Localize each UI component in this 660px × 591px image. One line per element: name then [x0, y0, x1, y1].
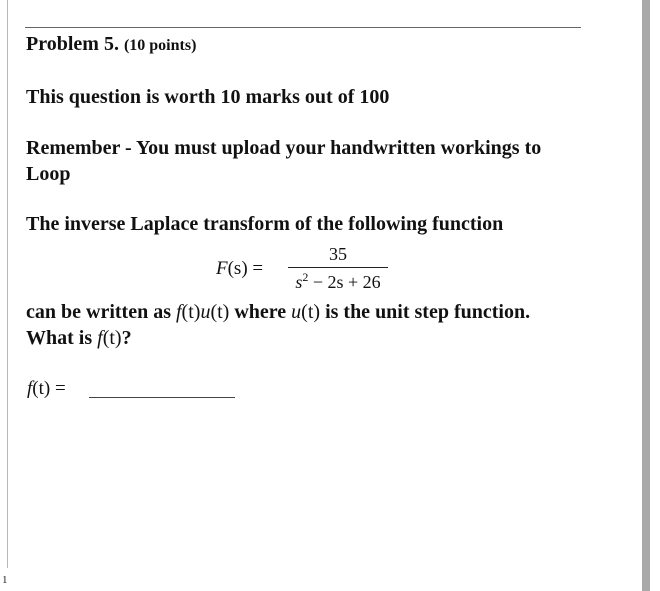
written-u2-arg: (t) [301, 301, 321, 323]
denominator-s: s [295, 272, 303, 292]
written-u: u [200, 301, 211, 323]
equation-lhs [216, 258, 263, 280]
left-margin-rule [7, 0, 8, 568]
remember-line-1: Remember - You must upload your handwritten workings to [26, 137, 542, 159]
answer-label [27, 378, 66, 400]
whatis-f: f [97, 327, 103, 349]
denominator-rest: − 2s + 26 [308, 272, 381, 292]
remember-line-2: Loop [26, 163, 71, 185]
whatis-prefix: What is [26, 327, 98, 349]
what-is-question [26, 328, 132, 348]
inverse-intro: The inverse Laplace transform of the following function [26, 213, 504, 235]
problem-points: (10 points) [123, 37, 197, 54]
fraction-denominator [286, 270, 390, 293]
problem-title: Problem 5. [26, 33, 119, 55]
written-prefix: can be written as [26, 301, 176, 323]
written-u2: u [291, 301, 302, 323]
fraction-numerator: 35 [329, 244, 347, 264]
whatis-f-arg: (t) [102, 327, 122, 349]
top-divider [25, 27, 581, 28]
written-end: is the unit step function. [320, 301, 531, 323]
written-suffix: where [229, 301, 292, 323]
denominator-exponent: 2 [302, 270, 309, 284]
written-u-arg: (t) [210, 301, 230, 323]
lhs-function: F [216, 258, 228, 279]
answer-blank-line[interactable] [89, 397, 235, 398]
lhs-argument: (s) = [227, 258, 264, 279]
whatis-end: ? [121, 327, 132, 349]
problem-heading [26, 34, 196, 54]
written-as-statement [26, 302, 530, 322]
equation-fraction [286, 244, 390, 292]
written-f: f [175, 301, 182, 323]
answer-rest: (t) = [32, 378, 66, 399]
worth-statement: This question is worth 10 marks out of 100 [26, 86, 390, 108]
scrollbar[interactable] [642, 0, 650, 591]
fraction-bar [288, 267, 388, 268]
written-f-arg: (t) [181, 301, 201, 323]
answer-f: f [27, 378, 33, 399]
page-number: 1 [2, 574, 8, 586]
